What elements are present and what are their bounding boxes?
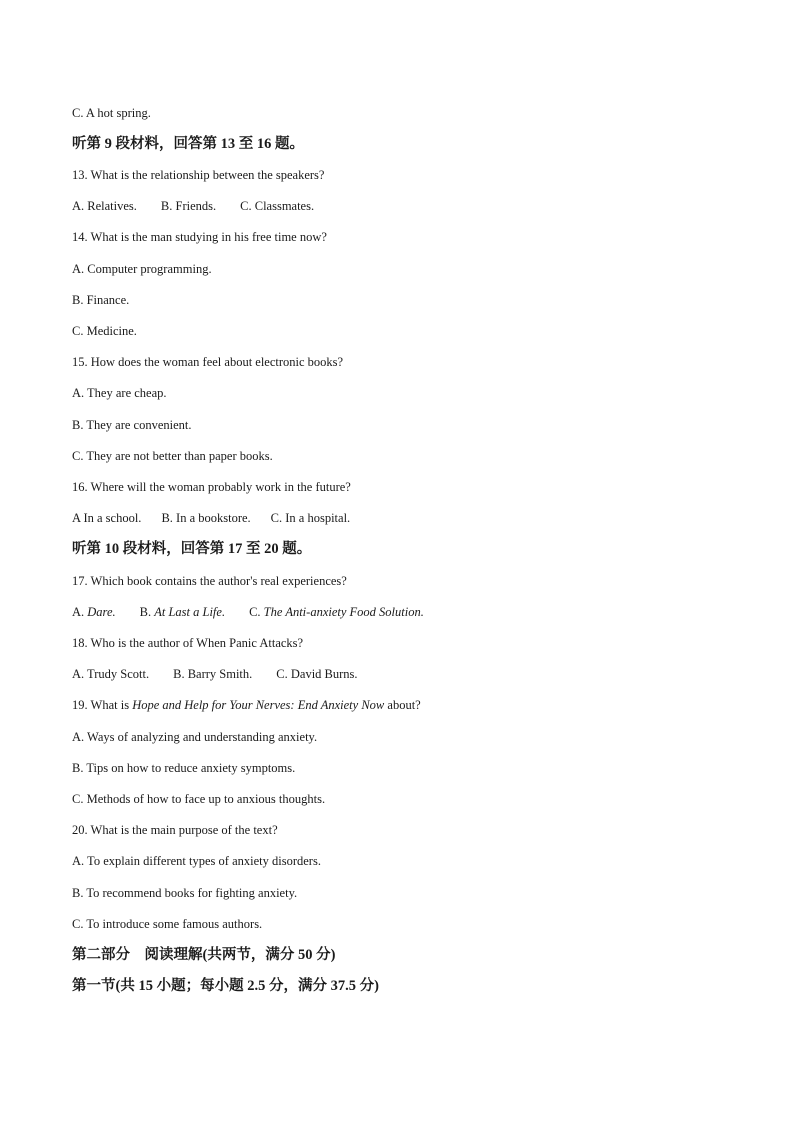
option-c-title: The Anti-anxiety Food Solution. xyxy=(263,605,424,619)
option-b: B. Friends. xyxy=(160,199,217,213)
question-13-options xyxy=(72,198,314,214)
question-19-suffix: about? xyxy=(387,698,421,712)
question-14-option-a: A. Computer programming. xyxy=(72,262,212,276)
question-13: 13. What is the relationship between the speakers? xyxy=(72,168,325,182)
question-20-option-a: A. To explain different types of anxiety disorders. xyxy=(72,854,321,868)
question-20-option-b: B. To recommend books for fighting anxiety. xyxy=(72,886,298,900)
option-a: A. Relatives. xyxy=(72,199,137,213)
question-19 xyxy=(72,697,421,713)
option-b: B. Barry Smith. xyxy=(173,667,253,681)
question-18: 18. Who is the author of When Panic Attacks? xyxy=(72,636,304,650)
option-b: B. In a bookstore. xyxy=(161,511,251,525)
question-16-options xyxy=(72,510,350,526)
part-2-heading: 第二部分 阅读理解(共两节，满分 50 分) xyxy=(72,947,336,963)
option-c-prefix: C. xyxy=(249,605,261,619)
option-a-title: Dare. xyxy=(87,605,116,619)
section-10-heading: 听第 10 段材料，回答第 17 至 20 题。 xyxy=(72,541,312,557)
question-20-option-c: C. To introduce some famous authors. xyxy=(72,917,263,931)
question-15-option-b: B. They are convenient. xyxy=(72,418,192,432)
option-c: C. David Burns. xyxy=(276,667,358,681)
option-c: C. In a hospital. xyxy=(270,511,351,525)
section-9-heading: 听第 9 段材料，回答第 13 至 16 题。 xyxy=(72,136,304,152)
question-15: 15. How does the woman feel about electronic books? xyxy=(72,355,344,369)
question-18-options xyxy=(72,666,358,682)
question-14: 14. What is the man studying in his free time now? xyxy=(72,230,327,244)
question-19-prefix: 19. What is xyxy=(72,698,130,712)
question-19-option-c: C. Methods of how to face up to anxious thoughts. xyxy=(72,792,326,806)
question-14-option-c: C. Medicine. xyxy=(72,324,137,338)
question-20: 20. What is the main purpose of the text? xyxy=(72,823,278,837)
question-16: 16. Where will the woman probably work in the future? xyxy=(72,480,351,494)
option-c-q12: C. A hot spring. xyxy=(72,106,151,120)
option-c: C. Classmates. xyxy=(240,199,315,213)
option-a: A In a school. xyxy=(72,511,142,525)
option-b-prefix: B. xyxy=(139,605,152,619)
question-19-book-title: Hope and Help for Your Nerves: End Anxiety Now xyxy=(132,698,385,712)
option-a-prefix: A. xyxy=(72,605,85,619)
question-15-option-c: C. They are not better than paper books. xyxy=(72,449,273,463)
question-19-option-b: B. Tips on how to reduce anxiety symptoms. xyxy=(72,761,296,775)
question-19-option-a: A. Ways of analyzing and understanding anxiety. xyxy=(72,730,318,744)
option-b-title: At Last a Life. xyxy=(154,605,226,619)
part-2-section-1-heading: 第一节(共 15 小题；每小题 2.5 分，满分 37.5 分) xyxy=(72,978,379,994)
question-14-option-b: B. Finance. xyxy=(72,293,130,307)
question-17: 17. Which book contains the author's real experiences? xyxy=(72,574,347,588)
option-a: A. Trudy Scott. xyxy=(72,667,150,681)
question-15-option-a: A. They are cheap. xyxy=(72,386,167,400)
question-17-options xyxy=(72,604,424,620)
